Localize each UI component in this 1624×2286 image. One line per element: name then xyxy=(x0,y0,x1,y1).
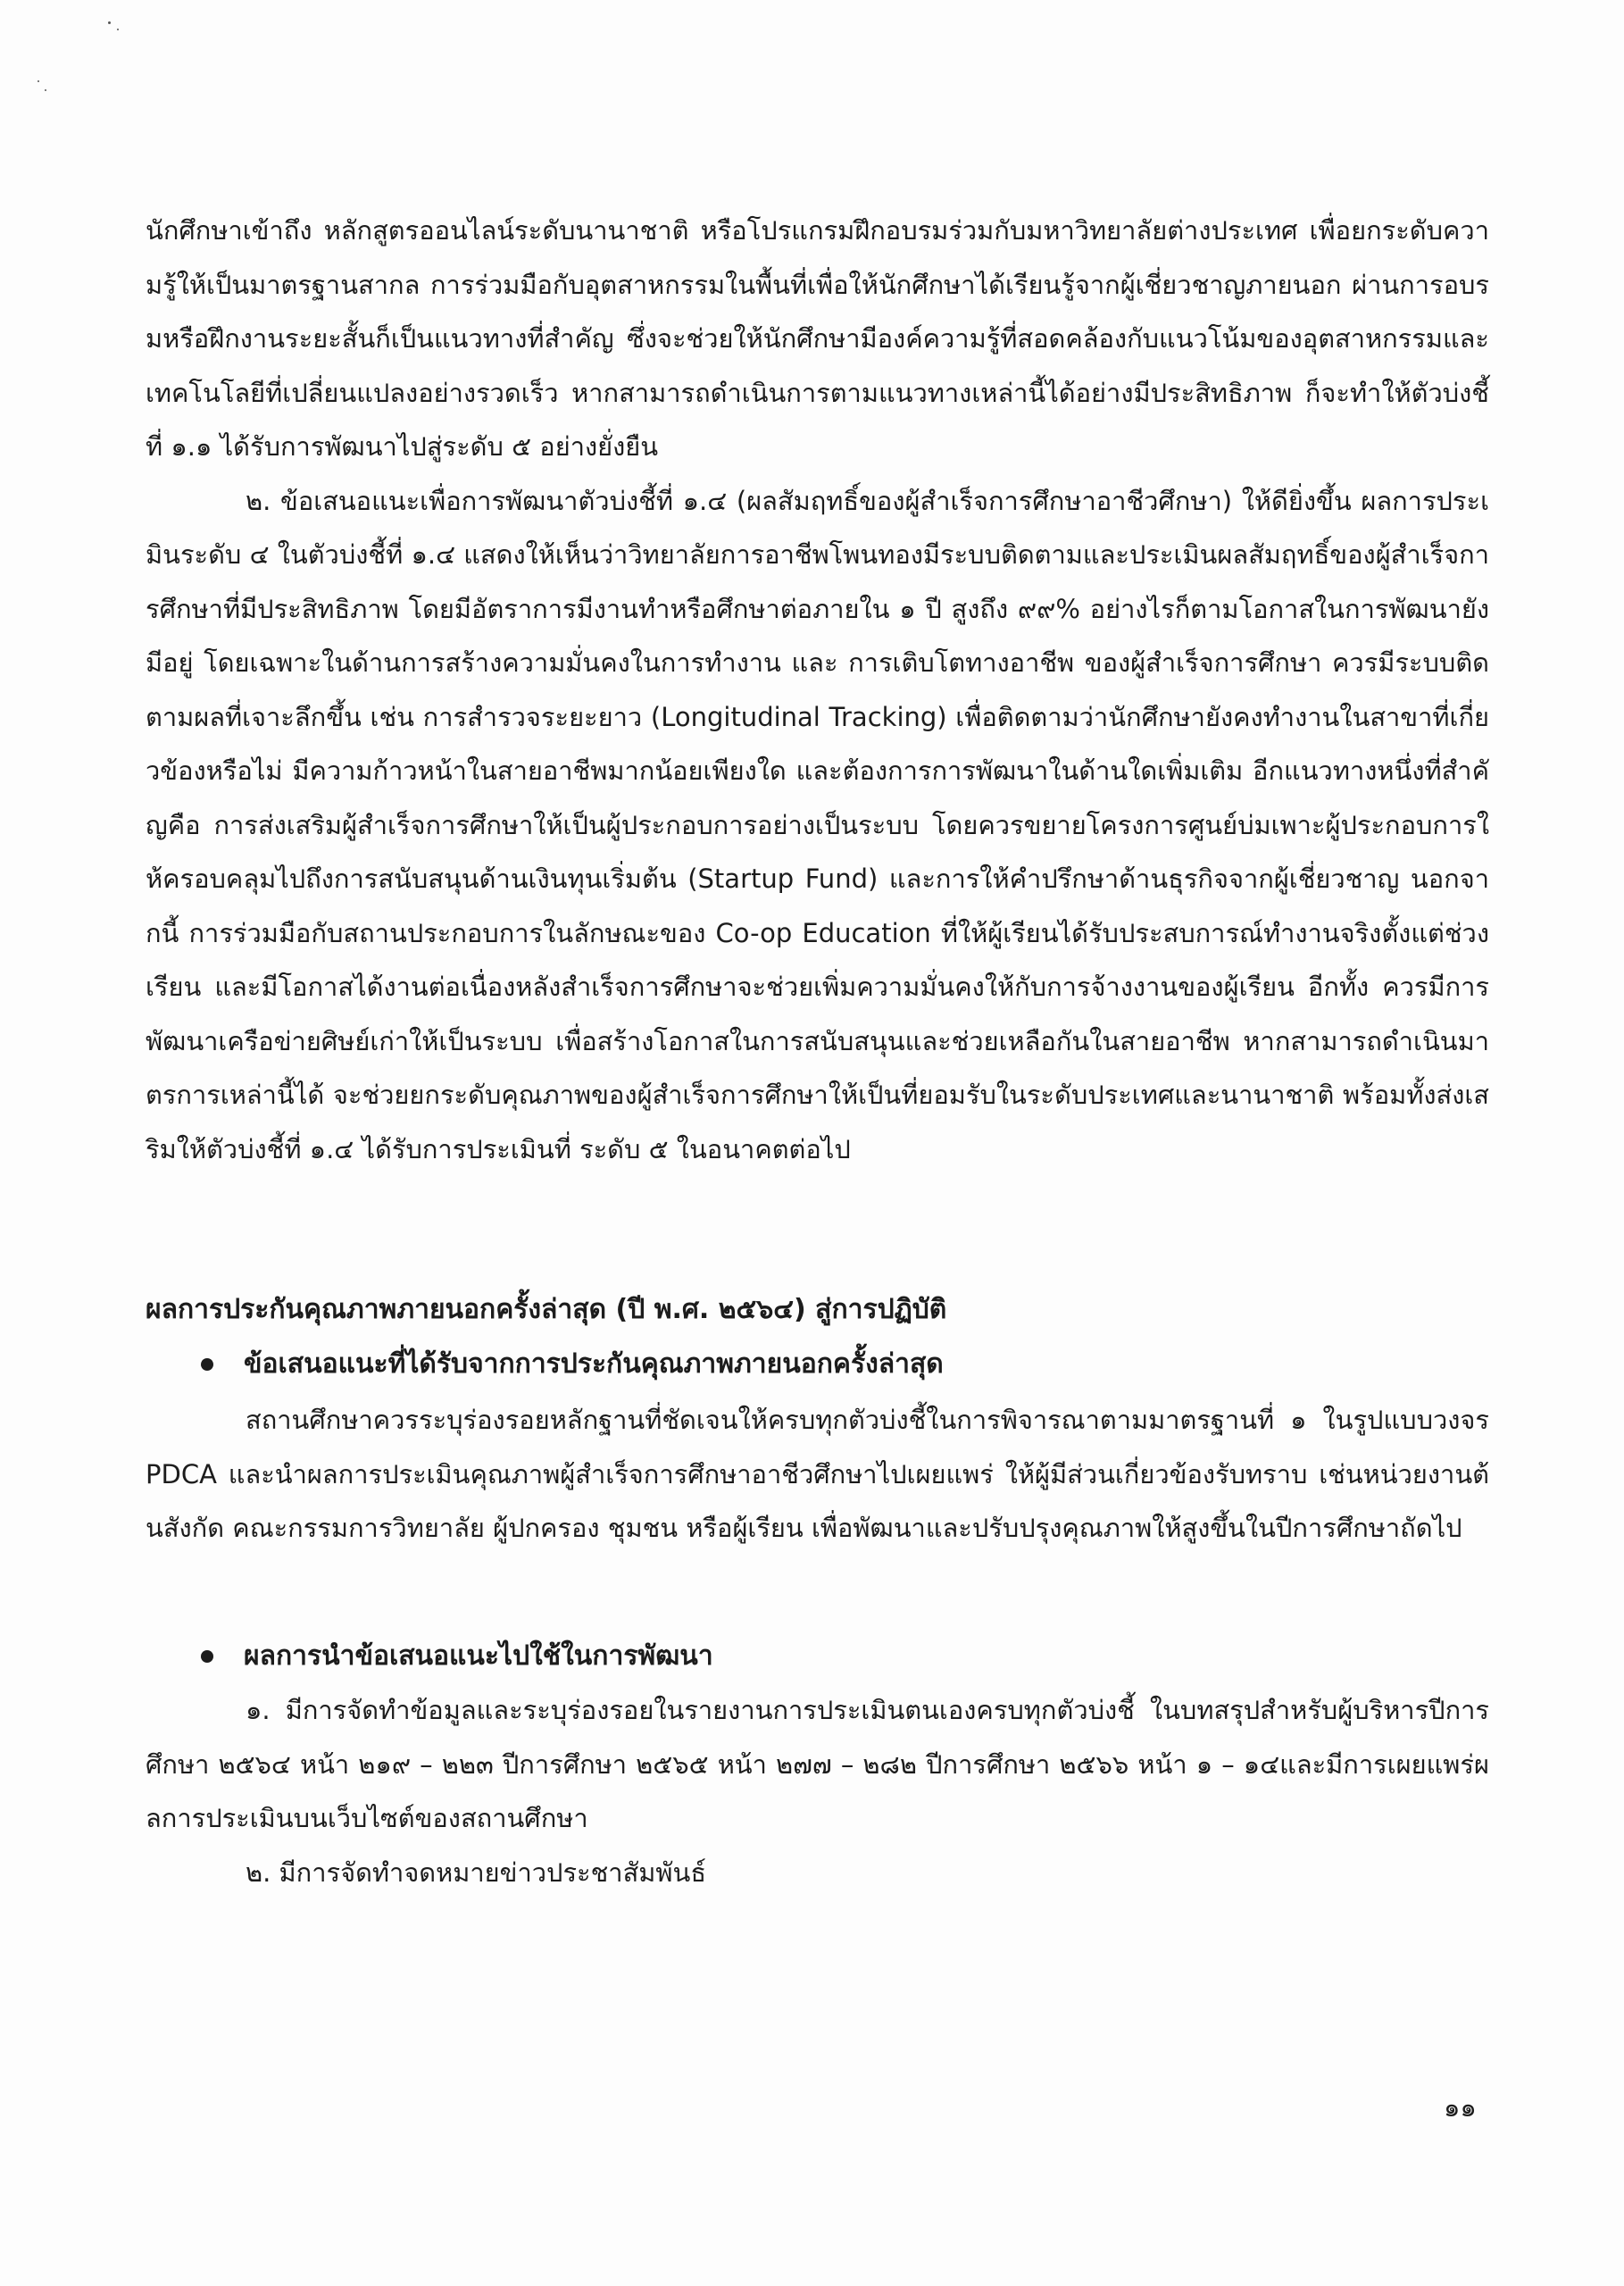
bullet-icon xyxy=(201,1650,213,1663)
bullet-implementation-title: ผลการนำข้อเสนอแนะไปใช้ในการพัฒนา xyxy=(244,1640,713,1672)
implementation-item-1: ๑. มีการจัดทำข้อมูลและระบุร่องรอยในรายงานการประเมินตนเองครบทุกตัวบ่งชี้ ในบทสรุปสำหรับผู้บริหารปีการศึกษา ๒๕๖๔ หน้า ๒๑๙ – ๒๒๓ ปีการศึกษา ๒๕๖๕ หน้า ๒๗๗ – ๒๘๒ ปีการศึกษา ๒๕๖๖ หน้า ๑ – ๑๔และมีการเผยแพร่ผลการประเมินบนเว็บไซต์ของสถานศึกษา xyxy=(146,1695,1489,1833)
implementation-item-2: ๒. มีการจัดทำจดหมายข่าวประชาสัมพันธ์ xyxy=(246,1856,707,1888)
bullet-recommendations-title: ข้อเสนอแนะที่ได้รับจากการประกันคุณภาพภายนอกครั้งล่าสุด xyxy=(244,1348,944,1380)
recommendations-text-block xyxy=(146,1393,1489,1556)
recommendations-paragraph: สถานศึกษาควรระบุร่องรอยหลักฐานที่ชัดเจนให้ครบทุกตัวบ่งชี้ในการพิจารณาตามมาตรฐานที่ ๑ ในรูปแบบวงจร PDCA และนำผลการประเมินคุณภาพผู้สำเร็จการศึกษาอาชีวศึกษาไปเผยแพร่ ให้ผู้มีส่วนเกี่ยวข้องรับทราบ เช่นหน่วยงานต้นสังกัด คณะกรรมการวิทยาลัย ผู้ปกครอง ชุมชน หรือผู้เรียน เพื่อพัฒนาและปรับปรุงคุณภาพให้สูงขึ้นในปีการศึกษาถัดไป xyxy=(146,1405,1489,1543)
bullet-icon xyxy=(201,1358,213,1371)
scan-speck xyxy=(45,89,46,91)
bullet-implementation xyxy=(201,1630,713,1683)
body-paragraph-1: นักศึกษาเข้าถึง หลักสูตรออนไลน์ระดับนานาชาติ หรือโปรแกรมฝึกอบรมร่วมกับมหาวิทยาลัยต่างประเทศ เพื่อยกระดับความรู้ให้เป็นมาตรฐานสากล การร่วมมือกับอุตสาหกรรมในพื้นที่เพื่อให้นักศึกษาได้เรียนรู้จากผู้เชี่ยวชาญภายนอก ผ่านการอบรมหรือฝึกงานระยะสั้นก็เป็นแนวทางที่สำคัญ ซึ่งจะช่วยให้นักศึกษามีองค์ความรู้ที่สอดคล้องกับแนวโน้มของอุตสาหกรรมและเทคโนโลยีที่เปลี่ยนแปลงอย่างรวดเร็ว หากสามารถดำเนินการตามแนวทางเหล่านี้ได้อย่างมีประสิทธิภาพ ก็จะทำให้ตัวบ่งชี้ที่ ๑.๑ ได้รับการพัฒนาไปสู่ระดับ ๕ อย่างยั่งยืน xyxy=(146,215,1489,462)
implementation-text-block xyxy=(146,1683,1489,1899)
scan-speck xyxy=(37,80,39,82)
page-number: ๑๑ xyxy=(1444,2092,1477,2123)
body-paragraph-2: ๒. ข้อเสนอแนะเพื่อการพัฒนาตัวบ่งชี้ที่ ๑.๔ (ผลสัมฤทธิ์ของผู้สำเร็จการศึกษาอาชีวศึกษา) ให้ดียิ่งขึ้น ผลการประเมินระดับ ๔ ในตัวบ่งชี้ที่ ๑.๔ แสดงให้เห็นว่าวิทยาลัยการอาชีพโพนทองมีระบบติดตามและประเมินผลสัมฤทธิ์ของผู้สำเร็จการศึกษาที่มีประสิทธิภาพ โดยมีอัตราการมีงานทำหรือศึกษาต่อภายใน ๑ ปี สูงถึง ๙๙% อย่างไรก็ตามโอกาสในการพัฒนายังมีอยู่ โดยเฉพาะในด้านการสร้างความมั่นคงในการทำงาน และ การเติบโตทางอาชีพ ของผู้สำเร็จการศึกษา ควรมีระบบติดตามผลที่เจาะลึกขึ้น เช่น การสำรวจระยะยาว (Longitudinal Tracking) เพื่อติดตามว่านักศึกษายังคงทำงานในสาขาที่เกี่ยวข้องหรือไม่ มีความก้าวหน้าในสายอาชีพมากน้อยเพียงใด และต้องการการพัฒนาในด้านใดเพิ่มเติม อีกแนวทางหนึ่งที่สำคัญคือ การส่งเสริมผู้สำเร็จการศึกษาให้เป็นผู้ประกอบการอย่างเป็นระบบ โดยควรขยายโครงการศูนย์บ่มเพาะผู้ประกอบการให้ครอบคลุมไปถึงการสนับสนุนด้านเงินทุนเริ่มต้น (Startup Fund) และการให้คำปรึกษาด้านธุรกิจจากผู้เชี่ยวชาญ นอกจากนี้ การร่วมมือกับสถานประกอบการในลักษณะของ Co-op Education ที่ให้ผู้เรียนได้รับประสบการณ์ทำงานจริงตั้งแต่ช่วงเรียน และมีโอกาสได้งานต่อเนื่องหลังสำเร็จการศึกษาจะช่วยเพิ่มความมั่นคงให้กับการจ้างงานของผู้เรียน อีกทั้ง ควรมีการพัฒนาเครือข่ายศิษย์เก่าให้เป็นระบบ เพื่อสร้างโอกาสในการสนับสนุนและช่วยเหลือกันในสายอาชีพ หากสามารถดำเนินมาตรการเหล่านี้ได้ จะช่วยยกระดับคุณภาพของผู้สำเร็จการศึกษาให้เป็นที่ยอมรับในระดับประเทศและนานาชาติ พร้อมทั้งส่งเสริมให้ตัวบ่งชี้ที่ ๑.๔ ได้รับการประเมินที่ ระดับ ๕ ในอนาคตต่อไป xyxy=(146,485,1489,1164)
section-heading: ผลการประกันคุณภาพภายนอกครั้งล่าสุด (ปี พ.ศ. ๒๕๖๔) สู่การปฏิบัติ xyxy=(146,1294,947,1325)
body-text-section xyxy=(146,204,1489,1176)
bullet-recommendations xyxy=(201,1338,944,1391)
scan-speck xyxy=(117,29,119,30)
scan-speck xyxy=(108,21,111,24)
